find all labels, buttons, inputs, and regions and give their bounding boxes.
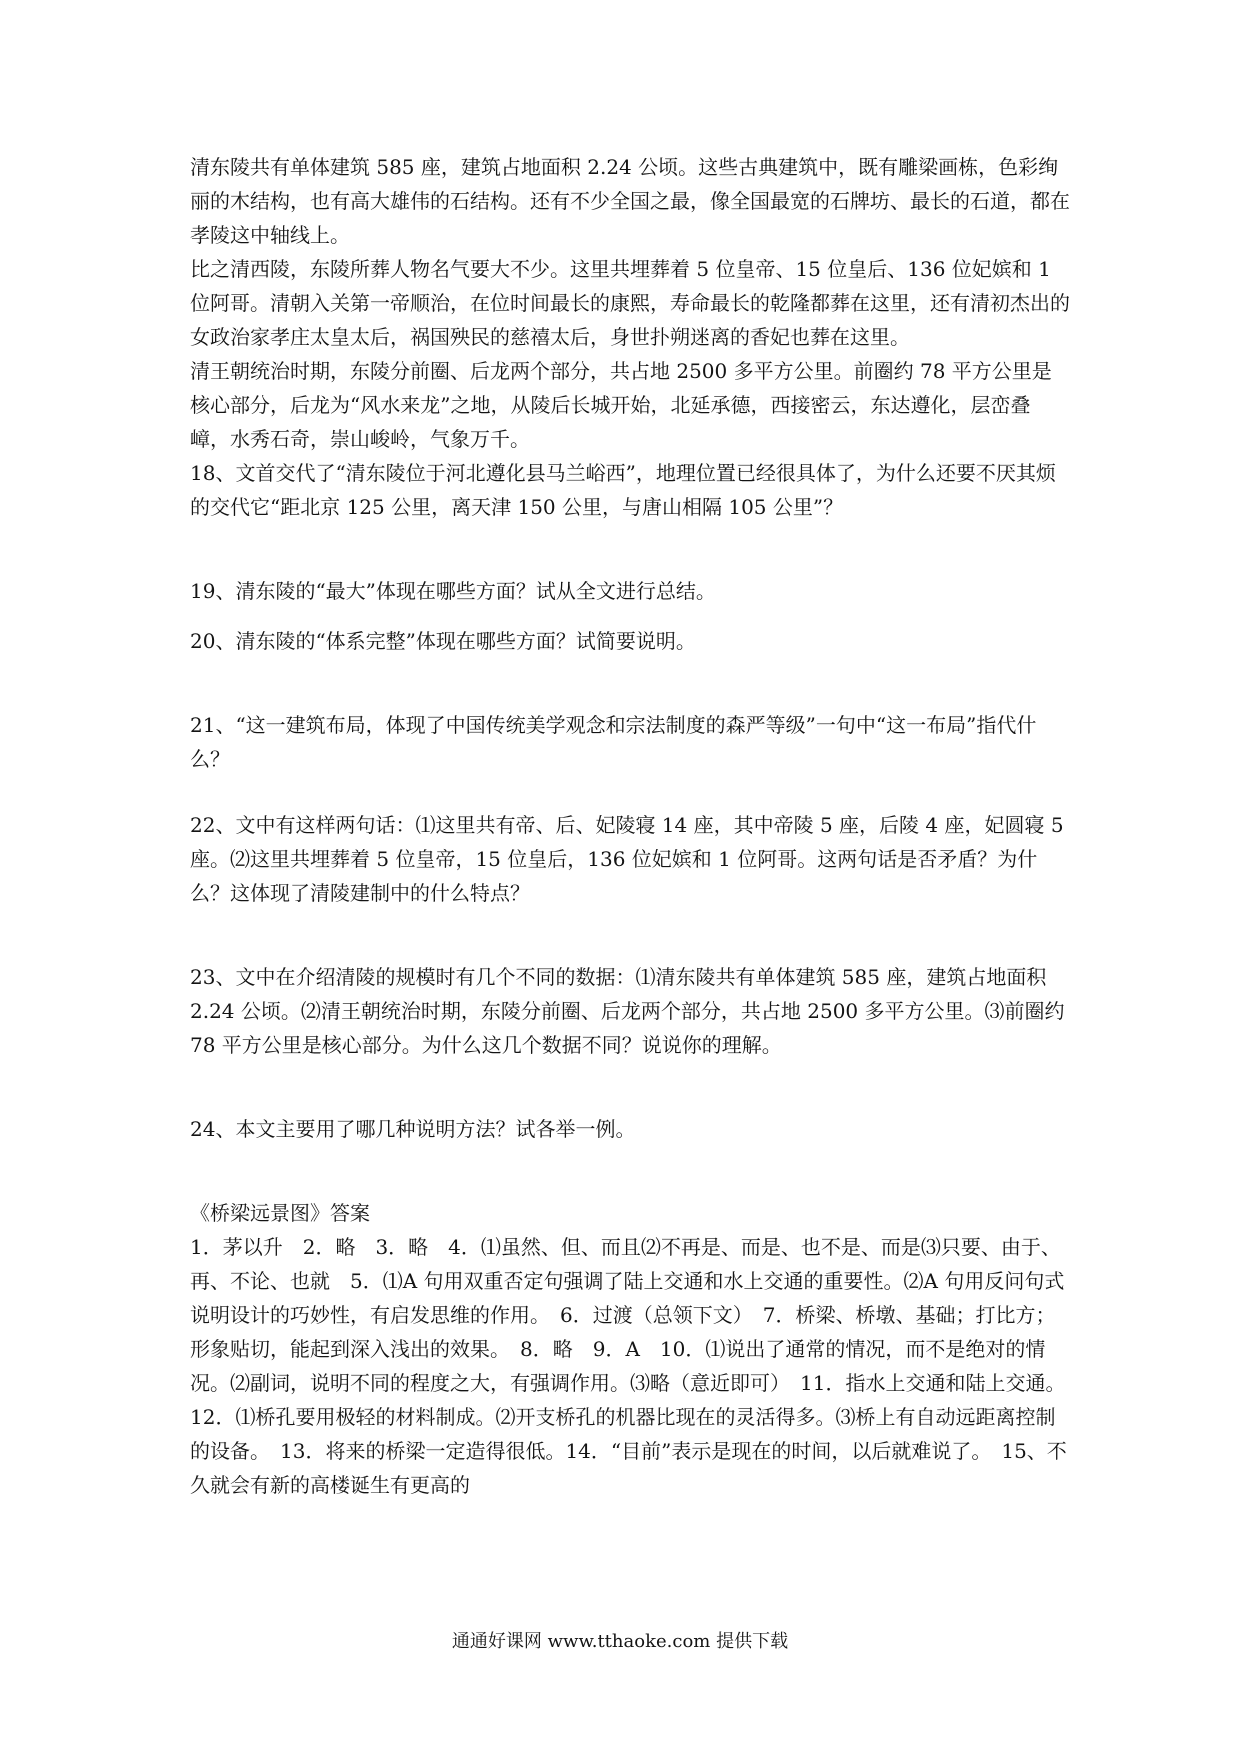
answers-title: 《桥梁远景图》答案 bbox=[190, 1201, 370, 1225]
paragraph-buildings: 清东陵共有单体建筑 585 座，建筑占地面积 2.24 公顷。这些古典建筑中，既有雕梁画栋，色彩绚丽的木结构，也有高大雄伟的石结构。还有不少全国之最，像全国最宽的石牌坊、最长的石道，都在孝陵这中轴线上。 bbox=[190, 155, 1070, 247]
question-24: 24、本文主要用了哪几种说明方法？试各举一例。 bbox=[190, 1117, 636, 1141]
question-18: 18、文首交代了“清东陵位于河北遵化县马兰峪西”，地理位置已经很具体了，为什么还要不厌其烦的交代它“距北京 125 公里，离天津 150 公里，与唐山相隔 105 公里”？ bbox=[190, 461, 1056, 519]
question-19: 19、清东陵的“最大”体现在哪些方面？试从全文进行总结。 bbox=[190, 579, 716, 603]
paragraph-people: 比之清西陵，东陵所葬人物名气要大不少。这里共埋葬着 5 位皇帝、15 位皇后、136 位妃嫔和 1 位阿哥。清朝入关第一帝顺治，在位时间最长的康熙，寿命最长的乾隆都葬在这里，还有清初杰出的女政治家孝庄太皇太后，祸国殃民的慈禧太后，身世扑朔迷离的香妃也葬在这里。 bbox=[190, 257, 1070, 349]
question-22: 22、文中有这样两句话：⑴这里共有帝、后、妃陵寝 14 座，其中帝陵 5 座，后陵 4 座，妃圆寝 5 座。⑵这里共埋葬着 5 位皇帝，15 位皇后，136 位妃嫔和 1 位阿哥。这两句话是否矛盾？为什么？这体现了清陵建制中的什么特点？ bbox=[190, 813, 1070, 905]
page-footer: 通通好课网 www.tthaoke.com 提供下载 bbox=[451, 1631, 789, 1652]
question-23: 23、文中在介绍清陵的规模时有几个不同的数据：⑴清东陵共有单体建筑 585 座，建筑占地面积 2.24 公顷。⑵清王朝统治时期，东陵分前圈、后龙两个部分，共占地 2500 多平方公里。⑶前圈约 78 平方公里是核心部分。为什么这几个数据不同？说说你的理解。 bbox=[190, 965, 1071, 1057]
question-20: 20、清东陵的“体系完整”体现在哪些方面？试简要说明。 bbox=[190, 629, 696, 653]
paragraph-area: 清王朝统治时期，东陵分前圈、后龙两个部分，共占地 2500 多平方公里。前圈约 78 平方公里是核心部分，后龙为“风水来龙”之地，从陵后长城开始，北延承德，西接密云，东达遵化，层峦叠嶂，水秀石奇，崇山峻岭，气象万千。 bbox=[190, 359, 1052, 451]
document-body bbox=[190, 150, 1076, 1502]
question-21: 21、“这一建筑布局，体现了中国传统美学观念和宗法制度的森严等级”一句中“这一布局”指代什么？ bbox=[190, 713, 1037, 771]
answers-body: 1．茅以升 2．略 3．略 4．⑴虽然、但、而且⑵不再是、而是、也不是、而是⑶只要、由于、再、不论、也就 5．⑴A 句用双重否定句强调了陆上交通和水上交通的重要性。⑵A 句用反问句式说明设计的巧妙性，有启发思维的作用。 6．过渡（总领下文） 7．桥梁、桥墩、基础；打比方；形象贴切，能起到深入浅出的效果。 8．略 9．A 10．⑴说出了通常的情况，而不是绝对的情况。⑵副词，说明不同的程度之大，有强调作用。⑶略（意近即可） 11．指水上交通和陆上交通。 12．⑴桥孔要用极轻的材料制成。⑵开支桥孔的机器比现在的灵活得多。⑶桥上有自动远距离控制的设备。 13．将来的桥梁一定造得很低。14．“目前”表示是现在的时间，以后就难说了。 15、不久就会有新的高楼诞生有更高的 bbox=[190, 1235, 1076, 1497]
